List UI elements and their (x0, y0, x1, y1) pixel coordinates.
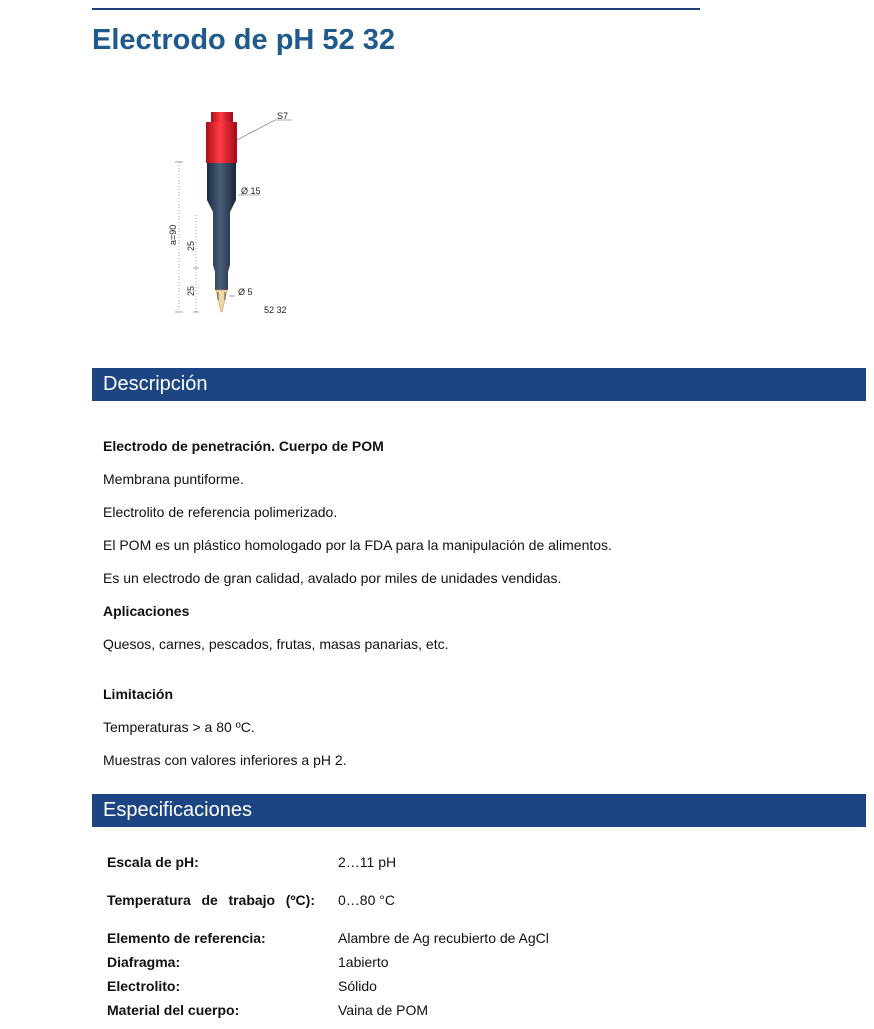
spec-label-diafragma: Diafragma: (107, 954, 181, 970)
spec-label-temperatura (107, 892, 315, 908)
electrode-cap-thread (211, 112, 233, 122)
spec-value-material: Vaina de POM (338, 1002, 429, 1018)
spec-label-word: Temperatura (107, 892, 191, 908)
spec-label-referencia: Elemento de referencia: (107, 930, 266, 946)
spec-label-word: (ºC): (285, 892, 315, 908)
limitacion-heading: Limitación (103, 686, 174, 702)
label-s7: S7 (277, 111, 289, 121)
limitacion-line: Muestras con valores inferiores a pH 2. (103, 752, 347, 768)
label-d5: Ø 5 (238, 287, 253, 297)
spec-label-word: trabajo (228, 892, 276, 908)
electrode-body (207, 163, 236, 290)
aplicaciones-heading: Aplicaciones (103, 603, 190, 619)
descripcion-line: Membrana puntiforme. (103, 471, 244, 487)
label-model: 52 32 (264, 305, 287, 315)
spec-value-escala: 2…11 pH (338, 854, 397, 870)
spec-label-material: Material del cuerpo: (107, 1002, 240, 1018)
descripcion-line: Electrolito de referencia polimerizado. (103, 504, 338, 520)
aplicaciones-text: Quesos, carnes, pescados, frutas, masas panarias, etc. (103, 636, 449, 652)
label-a90: a=90 (168, 224, 178, 245)
descripcion-line: Es un electrodo de gran calidad, avalado por miles de unidades vendidas. (103, 570, 562, 586)
spec-value-electrolito: Sólido (338, 978, 377, 994)
descripcion-subtitle: Electrodo de penetración. Cuerpo de POM (103, 438, 384, 454)
spec-value-referencia: Alambre de Ag recubierto de AgCl (338, 930, 549, 946)
spec-label-escala: Escala de pH: (107, 854, 199, 870)
spec-label-electrolito: Electrolito: (107, 978, 181, 994)
descripcion-line: El POM es un plástico homologado por la FDA para la manipulación de alimentos. (103, 537, 612, 553)
label-d15: Ø 15 (241, 186, 261, 196)
section-header-especificaciones: Especificaciones (92, 794, 866, 827)
electrode-cap (206, 122, 237, 163)
section-header-descripcion: Descripción (92, 368, 866, 401)
top-rule (92, 8, 700, 10)
electrode-diagram (160, 100, 310, 325)
spec-label-word: de (201, 892, 218, 908)
label-25-upper: 25 (186, 240, 196, 251)
spec-value-temperatura: 0…80 °C (338, 892, 395, 908)
limitacion-line: Temperaturas > a 80 ºC. (103, 719, 255, 735)
page-title: Electrodo de pH 52 32 (92, 24, 395, 56)
spec-value-diafragma: 1abierto (338, 954, 389, 970)
label-25-lower: 25 (186, 285, 196, 296)
